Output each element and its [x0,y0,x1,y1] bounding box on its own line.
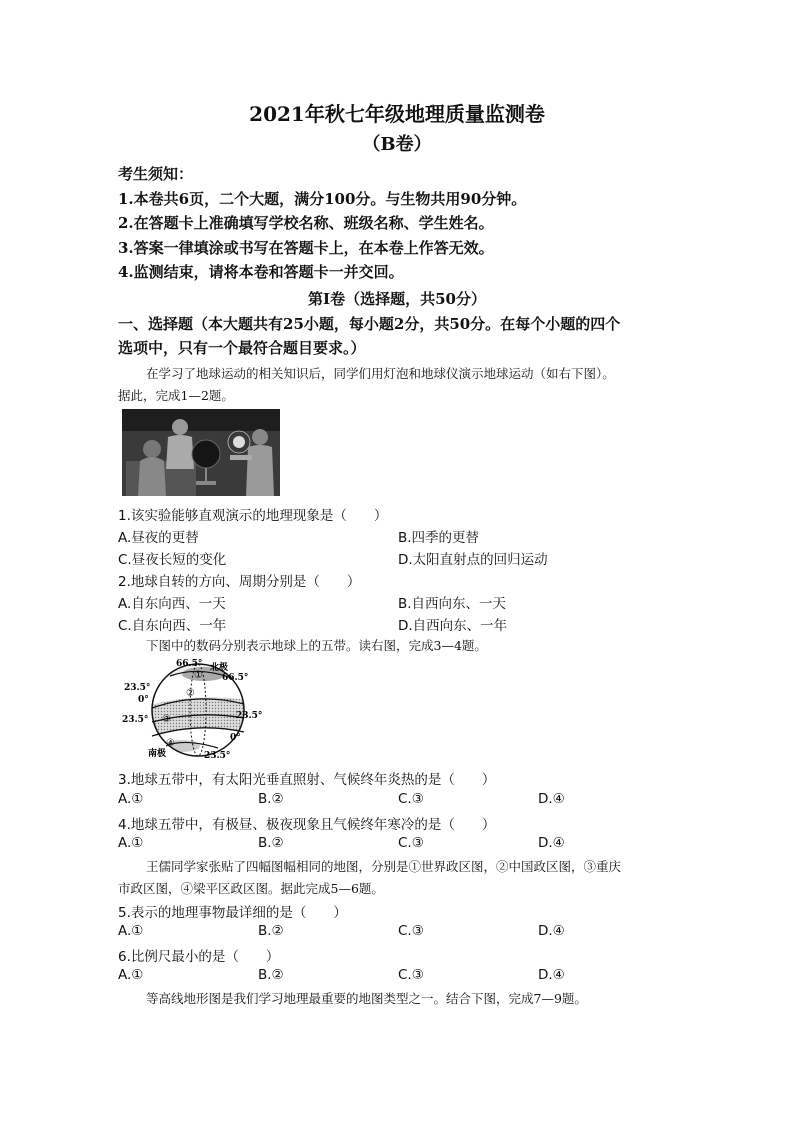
latitude-label: 0° [138,695,149,705]
notice-item: 3.答案一律填涂或书写在答题卡上，在本卷上作答无效。 [118,239,494,257]
option-c: C.昼夜长短的变化 [118,552,227,568]
option-d: D.④ [538,791,565,807]
north-pole-label: 北极 [210,663,229,673]
question-6: 6.比例尺最小的是（ ） [118,949,280,965]
option-a: A.自东向西、一天 [118,596,226,612]
question-stem: 在学习了地球运动的相关知识后，同学们用灯泡和地球仪演示地球运动（如右下图）。 [146,366,615,381]
zone-number: ① [194,670,203,681]
latitude-label: 23.5° [122,715,149,725]
latitude-label: 23.5° [124,683,151,693]
option-d: D.④ [538,923,565,939]
option-c: C.③ [398,923,424,939]
option-a: A.昼夜的更替 [118,530,199,546]
option-b: B.自西向东、一天 [398,596,507,612]
latitude-label: 0° [230,733,241,743]
page-title: 2021年秋七年级地理质量监测卷 [249,102,545,126]
option-d: D.④ [538,835,565,851]
option-b: B.② [258,835,284,851]
option-c: C.③ [398,791,424,807]
latitude-label: 23.5° [236,711,263,721]
question-4: 4.地球五带中，有极昼、极夜现象且气候终年寒冷的是（ ） [118,817,496,833]
question-1: 1.该实验能够直观演示的地理现象是（ ） [118,508,388,524]
section-title: 第Ⅰ卷（选择题，共50分） [308,290,486,308]
option-b: B.四季的更替 [398,530,480,546]
latitude-label: 66.5° [176,659,203,669]
question-stem: 据此，完成1—2题。 [118,388,234,403]
option-c: C.③ [398,967,424,983]
notice-item: 4.监测结束，请将本卷和答题卡一并交回。 [118,263,404,281]
option-d: D.太阳直射点的回归运动 [398,552,548,568]
question-3: 3.地球五带中，有太阳光垂直照射、气候终年炎热的是（ ） [118,772,496,788]
notice-item: 1.本卷共6页，二个大题，满分100分。与生物共用90分钟。 [118,190,527,208]
option-b: B.② [258,791,284,807]
option-d: D.④ [538,967,565,983]
latitude-label: 66.5° [222,673,249,683]
option-a: A.① [118,835,144,851]
section-instruction: 选项中，只有一个最符合题目要求。） [118,339,366,357]
zone-number: ② [186,688,195,699]
page-subtitle: （B卷） [362,134,432,155]
option-d: D.自西向东、一年 [398,618,508,634]
option-a: A.① [118,791,144,807]
option-a: A.① [118,967,144,983]
option-c: C.③ [398,835,424,851]
experiment-photo-drawing [122,409,280,496]
option-c: C.自东向西、一年 [118,618,227,634]
five-zones-diagram [118,656,268,760]
notice-heading: 考生须知： [118,165,194,183]
notice-item: 2.在答题卡上准确填写学校名称、班级名称、学生姓名。 [118,214,494,232]
option-b: B.② [258,967,284,983]
option-b: B.② [258,923,284,939]
question-stem: 王儒同学家张贴了四幅图幅相同的地图，分别是①世界政区图，②中国政区图，③重庆 [146,859,622,874]
question-stem: 等高线地形图是我们学习地理最重要的地图类型之一。结合下图，完成7—9题。 [146,991,587,1006]
question-stem: 市政区图，④梁平区政区图。据此完成5—6题。 [118,881,384,896]
question-2: 2.地球自转的方向、周期分别是（ ） [118,574,361,590]
experiment-photo [122,409,280,496]
zone-number: ④ [166,738,175,749]
five-zones-globe [118,656,268,760]
latitude-label: 23.5° [204,751,231,760]
question-5: 5.表示的地理事物最详细的是（ ） [118,905,347,921]
option-a: A.① [118,923,144,939]
question-stem: 下图中的数码分别表示地球上的五带。读右图，完成3—4题。 [146,638,487,653]
south-pole-label: 南极 [148,749,167,759]
section-instruction: 一、选择题（本大题共有25小题，每小题2分，共50分。在每个小题的四个 [118,315,621,333]
zone-number: ③ [162,714,171,725]
